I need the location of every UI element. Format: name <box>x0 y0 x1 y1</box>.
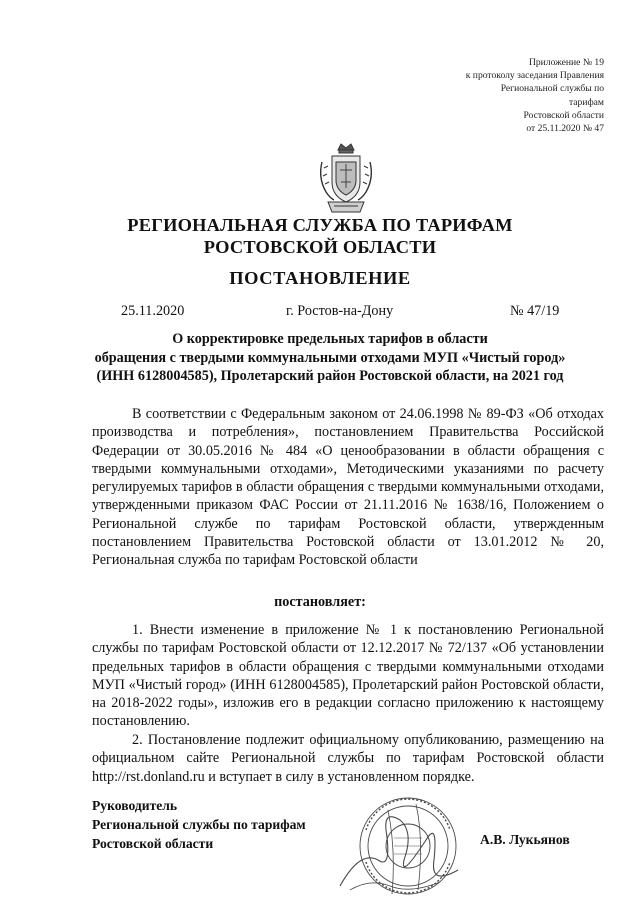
appendix-line: Региональной службы по <box>500 83 604 95</box>
seal-and-signature-icon <box>330 790 470 902</box>
title-line: обращения с твердыми коммунальными отходами МУП «Чистый город» <box>94 349 566 366</box>
resolves-heading: постановляет: <box>274 594 366 610</box>
signer-position <box>92 796 306 854</box>
appendix-note <box>364 56 604 135</box>
document-type: ПОСТАНОВЛЕНИЕ <box>229 268 411 288</box>
organization-name-line1: РЕГИОНАЛЬНАЯ СЛУЖБА ПО ТАРИФАМ <box>127 215 513 235</box>
document-number: № 47/19 <box>510 303 560 319</box>
appendix-line: Ростовской области <box>523 109 604 121</box>
title-line: О корректировке предельных тарифов в области <box>172 331 488 347</box>
signer-line: Руководитель <box>92 798 178 813</box>
organization-name-line2: РОСТОВСКОЙ ОБЛАСТИ <box>203 237 437 257</box>
document-place: г. Ростов-на-Дону <box>286 303 394 319</box>
signer-name: А.В. Лукьянов <box>480 832 570 847</box>
title-line: (ИНН 6128004585), Пролетарский район Ростовской области, на 2021 год <box>96 368 564 385</box>
preamble-paragraph: В соответствии с Федеральным законом от 24.06.1998 № 89-ФЗ «Об отходах производства и потребления», постановлением Правительства Российской Федерации от 30.05.2016 № 484 «О ценообразовании в области обращения с твердыми коммунальными отходами», Методическими указаниями по расчету регулируемых тарифов в области обращения с твердыми коммунальными отходами, утвержденными приказом ФАС России от 21.11.2016 № 1638/16, Положением о Региональной службе по тарифам Ростовской области, утвержденным постановлением Правительства Ростовской области от 13.01.2012 № 20, Региональная служба по тарифам Ростовской области <box>92 406 604 569</box>
appendix-line: тарифам <box>568 96 604 108</box>
coat-of-arms-icon <box>314 142 378 218</box>
document-date: 25.11.2020 <box>121 303 185 319</box>
appendix-line: к протоколу заседания Правления <box>465 70 604 82</box>
item-2-paragraph: 2. Постановление подлежит официальному опубликованию, размещению на официальном сайте Региональной службы по тарифам Ростовской области http://rst.donland.ru и вступает в силу в установленном порядке. <box>92 732 604 785</box>
appendix-line: Приложение № 19 <box>528 57 604 68</box>
appendix-line: от 25.11.2020 № 47 <box>526 123 604 135</box>
signer-line: Региональной службы по тарифам <box>92 817 306 833</box>
document-title <box>60 330 600 386</box>
signer-line: Ростовской области <box>92 836 214 852</box>
item-1-paragraph: 1. Внести изменение в приложение № 1 к постановлению Региональной службы по тарифам Ростовской области от 12.12.2017 № 72/137 «Об установлении предельных тарифов в области обращения с твердыми коммунальными отходами МУП «Чистый город» (ИНН 6128004585), Пролетарский район Ростовской области, на 2018-2022 годы», изложив его в редакции согласно приложению к настоящему постановлению. <box>92 622 604 730</box>
